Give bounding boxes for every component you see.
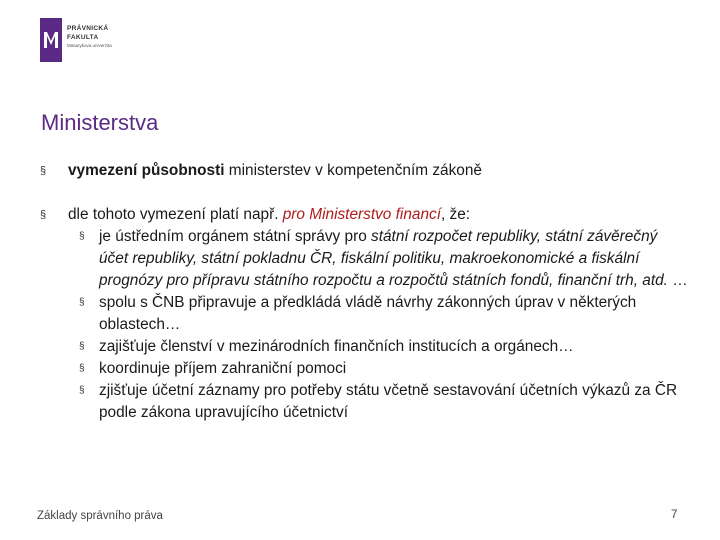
sub-2-text: spolu s ČNB připravuje a předkládá vládě návrhy zákonných úprav v některých oblastech…	[99, 294, 637, 333]
logo-text	[67, 18, 112, 49]
sub-1-pre: je ústředním orgánem státní správy pro	[99, 228, 372, 245]
logo-line-2: FAKULTA	[67, 33, 99, 41]
sub-bullet-item-5	[68, 380, 690, 424]
bullet-1-bold: vymezení působnosti	[68, 162, 225, 179]
logo-line-3: Masarykova univerzita	[67, 43, 112, 48]
slide-title: Ministerstva	[41, 110, 159, 135]
slide-content	[40, 160, 690, 446]
sub-bullet-item-3	[68, 336, 690, 358]
sub-1-italic: státní rozpočet republiky, státní závěrečný účet republiky, státní pokladnu ČR, fiskální politiku, makroekonomické a fiskální prognózy pro přípravu státního rozpočtu a rozpočtů státních fondů, finanční trh, atd.	[99, 228, 668, 289]
section-bullet-icon: §	[79, 385, 85, 396]
mu-logo-icon	[40, 18, 62, 62]
footer-course-name: Základy správního práva	[37, 510, 163, 522]
sub-bullet-item-2	[68, 292, 690, 336]
section-bullet-icon: §	[40, 209, 47, 221]
bullet-2-post: , že:	[441, 206, 471, 223]
section-bullet-icon: §	[40, 165, 47, 177]
page-number: 7	[671, 509, 678, 521]
faculty-logo	[40, 18, 112, 66]
sub-3-text: zajišťuje členství v mezinárodních finančních institucích a orgánech…	[99, 338, 574, 355]
section-bullet-icon: §	[79, 341, 85, 352]
section-bullet-icon: §	[79, 231, 85, 242]
logo-line-1: PRÁVNICKÁ	[67, 25, 109, 32]
section-bullet-icon: §	[79, 363, 85, 374]
bullet-1-text: ministerstev v kompetenčním zákoně	[224, 162, 482, 179]
sub-bullet-list	[68, 226, 690, 424]
sub-bullet-item-4	[68, 358, 690, 380]
bullet-item-2	[40, 204, 690, 424]
bullet-2-pre: dle tohoto vymezení platí např.	[68, 206, 283, 223]
bullet-item-1	[40, 160, 690, 182]
bullet-2-highlight: pro Ministerstvo financí	[282, 206, 441, 223]
sub-bullet-item-1	[68, 226, 690, 292]
section-bullet-icon: §	[79, 297, 85, 308]
sub-4-text: koordinuje příjem zahraniční pomoci	[99, 360, 347, 377]
sub-5-text: zjišťuje účetní záznamy pro potřeby státu včetně sestavování účetních výkazů za ČR podle zákona upravujícího účetnictví	[99, 382, 678, 421]
sub-1-post: …	[667, 272, 688, 289]
